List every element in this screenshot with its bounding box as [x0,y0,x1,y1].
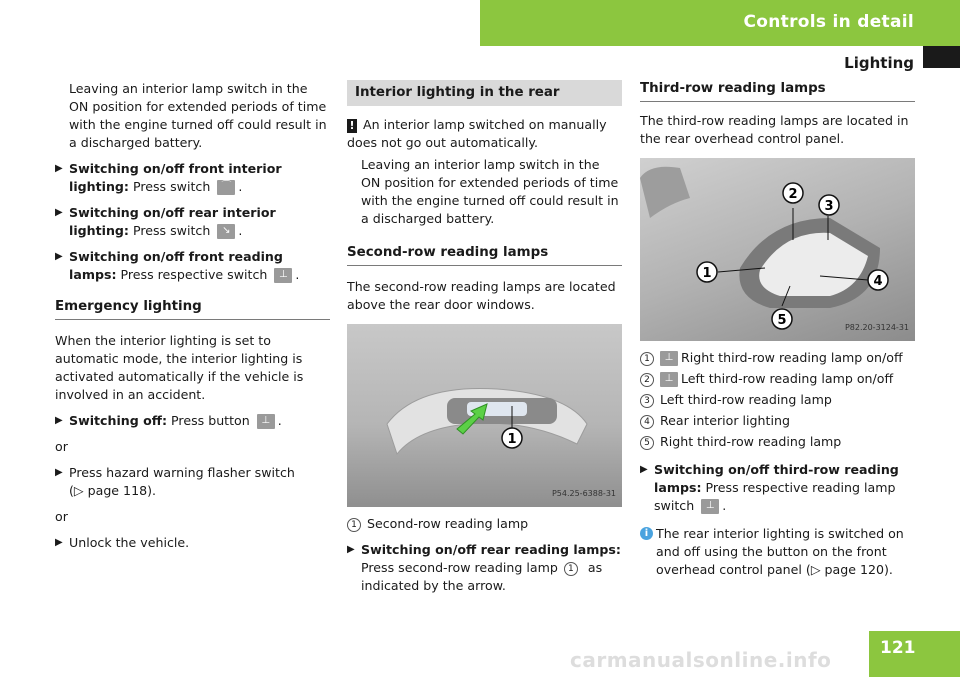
third-row-panel-photo [640,158,915,341]
step-front-interior: ▶ Switching on/off front interior lighting: Press switch ⌒ . [55,161,282,194]
arrow-icon: ▶ [640,464,648,475]
battery-warning-text: Leaving an interior lamp switch in the ON position for extended periods of time with the engine turned off could result in a discharged battery. [69,81,327,150]
rear-lighting-heading: Interior lighting in the rear [347,80,622,106]
legend-item: 5 Right third-row reading lamp [640,433,915,451]
step-rear-interior: ▶ Switching on/off rear interior lighting: Press switch ↘ . [55,205,276,238]
step-unlock: ▶ Unlock the vehicle. [55,535,190,550]
second-row-text: The second-row reading lamps are located above the rear door windows. [347,279,616,312]
arrow-icon: ▶ [55,207,63,218]
second-row-lamp-illustration [347,324,622,507]
second-row-heading: Second-row reading lamps [347,244,622,266]
emergency-text: When the interior lighting is set to automatic mode, the interior lighting is activated automatically if the vehicle is involved in an accident. [55,333,304,402]
section-title: Controls in detail [743,12,914,32]
arrow-icon: ▶ [55,415,63,426]
arrow-icon: ▶ [55,467,63,478]
legend-item: 1 Second-row reading lamp [347,515,622,533]
roof-edge-shape [640,167,690,218]
legend-list [640,349,915,451]
emergency-lamp-button-icon: ⊥ [257,414,275,429]
reading-lamp-switch-icon: ⊥ [701,499,719,514]
page-number: 121 [880,638,916,658]
arrow-icon: ▶ [55,163,63,174]
legend-item: 3 Left third-row reading lamp [640,391,915,409]
column-middle [347,80,622,595]
or-text: or [55,509,68,524]
arrow-icon: ▶ [55,537,63,548]
dome-lamp-switch-icon: ⌒ [217,180,235,195]
step-third-row: ▶ Switching on/off third-row reading lamps: Press respective reading lamp switch ⊥ . [640,462,899,513]
rear-lamp-switch-icon: ↘ [217,224,235,239]
subsection-title: Lighting [844,54,914,72]
third-row-text: The third-row reading lamps are located in the rear overhead control panel. [640,113,909,146]
warning-battery: Leaving an interior lamp switch in the ON position for extended periods of time with the engine turned off could result in a discharged battery. [361,157,619,226]
callout-number: 1 [702,266,712,281]
callout-number: 5 [777,313,787,328]
third-row-heading: Third-row reading lamps [640,80,915,102]
header-marker [923,46,960,68]
legend-item: 2 ⊥ Left third-row reading lamp on/off [640,370,915,388]
step-hazard: ▶ Press hazard warning flasher switch (▷ page 118). [55,465,295,498]
column-right [640,80,915,579]
arrow-icon: ▶ [55,251,63,262]
reading-lamp-switch-icon: ⊥ [660,351,678,366]
legend-item: 4 Rear interior lighting [640,412,915,430]
reading-lamp-switch-icon: ⊥ [660,372,678,387]
photo-code: P82.20-3124-31 [844,323,909,332]
warning-paragraph: ! An interior lamp switched on manually does not go out automatically. [347,117,607,150]
or-text: or [55,439,68,454]
callout-number: 4 [873,274,883,289]
emergency-heading: Emergency lighting [55,298,330,320]
step-switch-off: ▶ Switching off: Press button ⊥ . [55,413,282,428]
column-left [55,80,330,552]
overhead-panel-illustration [640,158,915,341]
warning-icon: ! [347,119,357,133]
photo-code: P54.25-6388-31 [551,489,616,498]
callout-number: 2 [788,187,798,202]
info-icon: i [640,527,653,540]
callout-number: 1 [507,432,517,447]
step-rear-reading: ▶ Switching on/off rear reading lamps: Press second-row reading lamp 1 as indicated by the arrow. [347,542,621,593]
arrow-icon: ▶ [347,544,355,555]
watermark: carmanualsonline.info [570,648,832,672]
callout-number: 3 [824,199,834,214]
reading-lamp-switch-icon: ⊥ [274,268,292,283]
info-note: i The rear interior lighting is switched on and off using the button on the front overhead control panel (▷ page 120). [640,525,915,579]
legend-item: 1 ⊥ Right third-row reading lamp on/off [640,349,915,367]
step-front-reading: ▶ Switching on/off front reading lamps: Press respective switch ⊥ . [55,249,300,282]
second-row-lamp-photo [347,324,622,507]
page-reference[interactable]: (▷ page 118). [69,483,157,498]
